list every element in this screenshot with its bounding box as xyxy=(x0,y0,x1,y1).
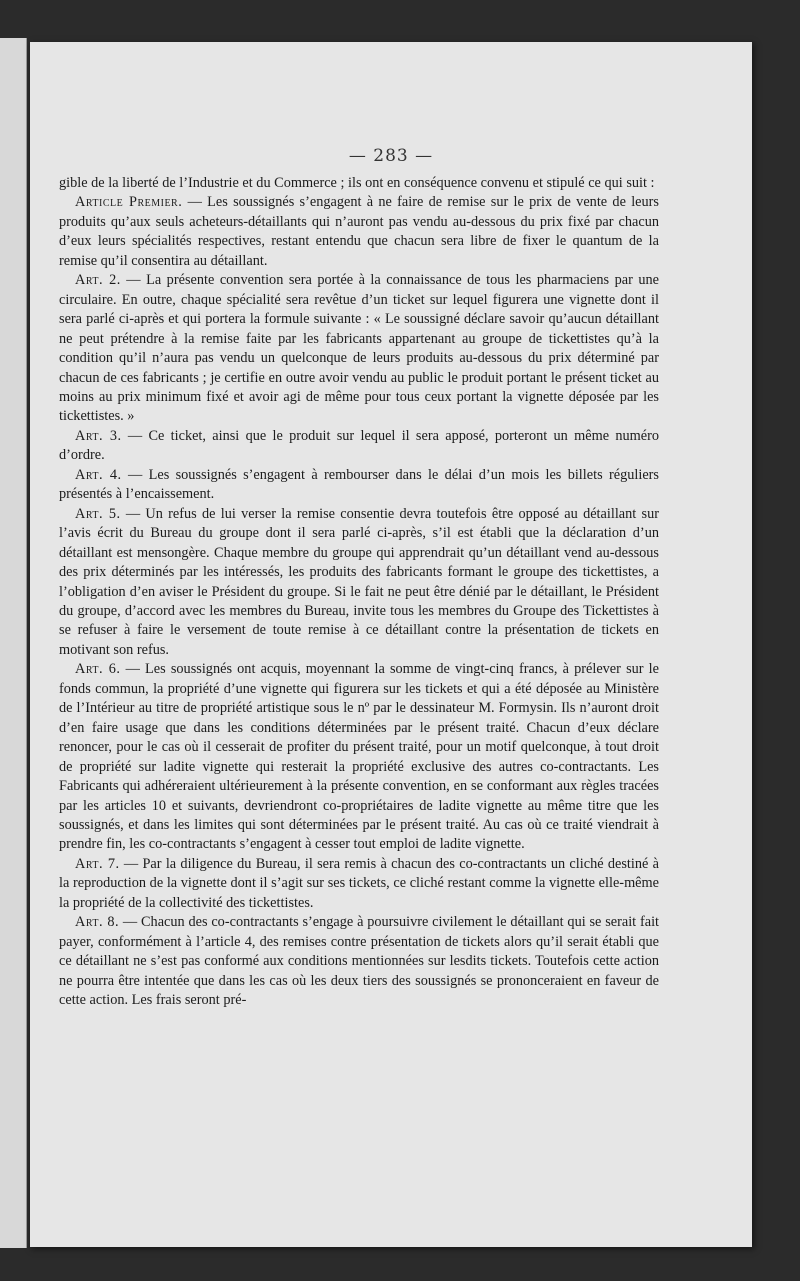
article-heading: Art. 3. xyxy=(75,427,122,444)
article-3: Art. 3. — Ce ticket, ainsi que le produit sur lequel il sera apposé, porteront un même numéro d’ordre. xyxy=(59,427,659,464)
article-heading: Art. 6. xyxy=(75,661,121,678)
article-8: Art. 8. — Chacun des co-contractants s’engage à poursuivre civilement le détaillant qui se serait fait payer, conformément à l’article 4, des remises contre présentation de tickets alors qu’il serait établi que ce détaillant ne s’est pas conformé aux conditions mentionnées sur lesdits tickets. Toutefois cette action ne pourra être intentée que dans les cas où les deux tiers des soussignés se prononceraient en faveur de cette action. Les frais seront pré- xyxy=(59,914,660,1009)
article-heading: Article Premier. xyxy=(75,194,183,211)
article-heading: Art. 8. xyxy=(75,914,120,931)
article-2: Art. 2. — La présente convention sera portée à la connaissance de tous les pharmaciens par une circulaire. En outre, chaque spécialité sera revêtue d’un ticket sur lequel figurera une vignette dont il sera parlé ci-après et qui portera la formule suivante : « Le soussigné déclare savoir qu’aucun détaillant ne peut prétendre à la remise faite par les fabricants appartenant au groupe de tickettistes qu’à la condition qu’il n’aura pas vendu un quelconque de leurs produits au-dessous du prix déterminé par chacun de ces fabricants ; je certifie en outre avoir vendu au public le produit portant le présent ticket au moins au prix minimum fixé et avoir agi de même pour tous ceux portant la vignette déposée par les tickettistes. » xyxy=(59,272,660,425)
body-text xyxy=(59,174,659,1010)
article-heading: Art. 7. xyxy=(75,855,120,872)
article-4: Art. 4. — Les soussignés s’engagent à rembourser dans le délai d’un mois les billets réguliers présentés à l’encaissement. xyxy=(59,466,659,503)
article-6: Art. 6. — Les soussignés ont acquis, moyennant la somme de vingt-cinq francs, à prélever sur le fonds commun, la propriété d’une vignette qui figurera sur les tickets et qui a été déposée au Ministère de l’Intérieur au titre de propriété artistique sous le nº par le dessinateur M. Formysin. Ils n’auront droit d’en faire usage que dans les conditions déterminées par le présent traité. Chacun d’eux déclare renoncer, pour le cas où il cesserait de profiter du présent traité, pour un motif quelconque, à tout droit de propriété sur ladite vignette qui resterait la propriété exclusive des autres co-contractants. Les Fabricants qui adhéreraient ultérieurement à la présente convention, en se conformant aux règles tracées par les articles 10 et suivants, devriendront co-propriétaires de ladite vignette au même titre que les soussignés, et dans les limites qui sont déterminées par le présent traité. Au cas où ce traité viendrait à prendre fin, les co-contractants s’engagent à cesser tout emploi de ladite vignette. xyxy=(59,661,660,853)
page-number: — 283 — xyxy=(348,146,434,166)
article-heading: Art. 4. xyxy=(75,466,122,483)
article-heading: Art. 5. xyxy=(75,505,121,522)
article-premier: Article Premier. — Les soussignés s’engagent à ne faire de remise sur le prix de vente de leurs produits qu’aux seuls acheteurs-détaillants qui n’auront pas vendu au-dessous du prix fixé par chacun d’eux leurs spécialités respectives, restant entendu que chacun sera libre de fixer le quantum de la remise qu’il consentira au détaillant. xyxy=(59,194,659,269)
article-7: Art. 7. — Par la diligence du Bureau, il sera remis à chacun des co-contractants un cliché destiné à la reproduction de la vignette dont il s’agit sur ses tickets, ce cliché restant comme la vignette elle-même la propriété de la collectivité des tickettistes. xyxy=(59,855,659,911)
document-page xyxy=(30,42,752,1247)
article-heading: Art. 2. xyxy=(75,272,121,289)
article-5: Art. 5. — Un refus de lui verser la remise consentie devra toutefois être opposé au détaillant sur l’avis écrit du Bureau du groupe dont il sera parlé ci-après, s’il est établi que la déclaration d’un détaillant est mensongère. Chaque membre du groupe qui apprendrait qu’un détaillant vend au-dessous des prix déterminés par les intéressés, les produits des fabricants formant le groupe des tickettistes, a l’obligation d’en aviser le Président du groupe. Si le fait ne peut être dénié par le détaillant, le Président du groupe, d’accord avec les membres du Bureau, invite tous les membres du Groupe des Tickettistes à se refuser à faire le versement de toute remise à ce détaillant contre la présentation de tickets en motivant son refus. xyxy=(59,505,660,658)
paragraph-intro: gible de la liberté de l’Industrie et du Commerce ; ils ont en conséquence convenu et stipulé ce qui suit : xyxy=(59,175,655,191)
adjacent-page-edge xyxy=(0,38,27,1248)
